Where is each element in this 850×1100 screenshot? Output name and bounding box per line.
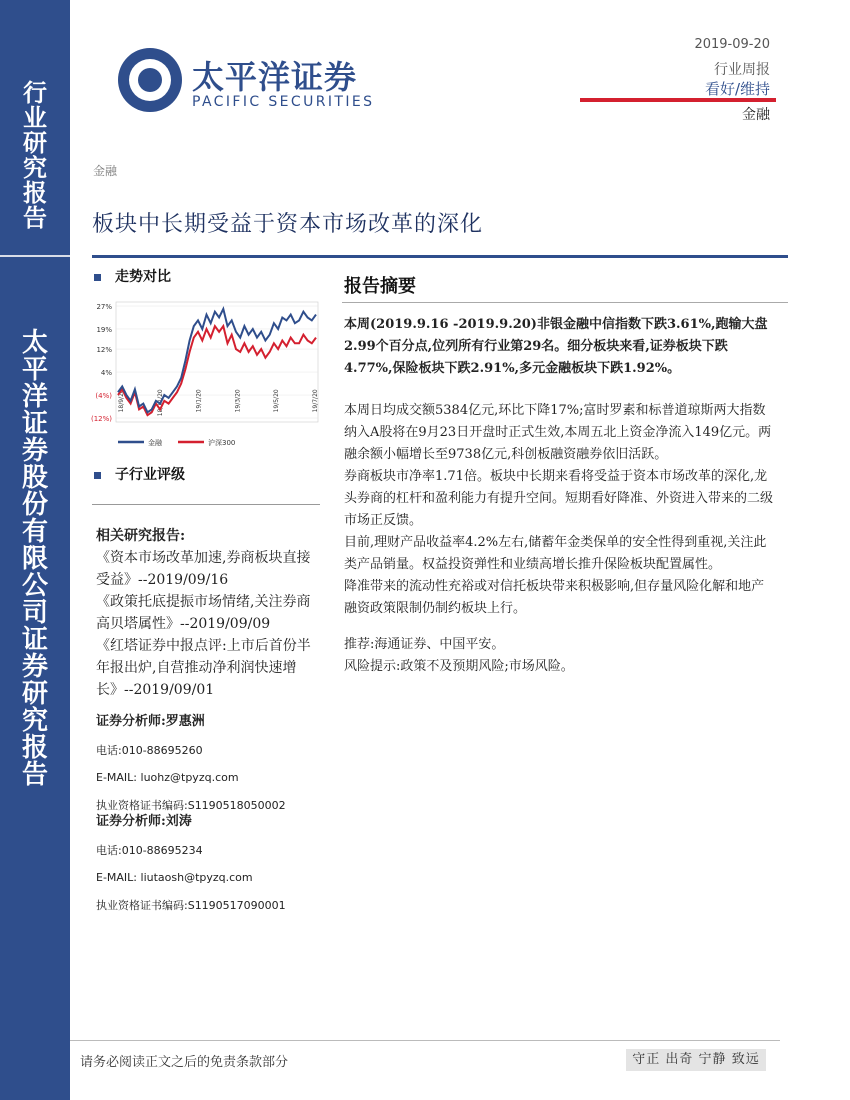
banner-char: 证 <box>21 625 48 655</box>
page-title: 板块中长期受益于资本市场改革的深化 <box>92 212 484 237</box>
sector-label: 金融 <box>93 164 118 178</box>
banner-char: 告 <box>23 203 47 232</box>
sub-industry-rule <box>92 504 320 505</box>
analyst-license: 执业资格证书编码:S1190517090001 <box>96 899 286 912</box>
banner-text-report-type <box>0 80 70 230</box>
banner-char: 太 <box>21 328 48 358</box>
chart-series <box>118 309 316 415</box>
banner-char: 券 <box>21 436 48 466</box>
related-reports-heading: 相关研究报告: <box>96 528 186 544</box>
banner-char: 研 <box>21 679 48 709</box>
analyst-email[interactable]: E-MAIL: liutaosh@tpyzq.com <box>96 871 253 884</box>
banner-char: 洋 <box>21 382 48 412</box>
related-report-item[interactable]: 《政策托底提振市场情绪,关注券商高贝塔属性》--2019/09/09 <box>96 594 311 632</box>
banner-char: 业 <box>23 103 47 132</box>
x-tick-label: 18/11/20 <box>156 389 164 417</box>
disclaimer-note: 请务必阅读正文之后的免责条款部分 <box>80 1055 289 1070</box>
y-tick-label: 19% <box>96 325 112 334</box>
footer-rule <box>70 1040 780 1041</box>
x-tick-label: 19/5/20 <box>273 389 281 413</box>
y-tick-label: 12% <box>96 346 112 355</box>
square-bullet-icon <box>94 274 101 281</box>
legend-label: 沪深300 <box>208 439 236 447</box>
banner-char: 份 <box>21 490 48 520</box>
x-tick-label: 18/9/20 <box>118 389 125 413</box>
banner-char: 行 <box>23 78 47 107</box>
sector: 金融 <box>742 107 770 123</box>
report-date: 2019-09-20 <box>694 37 770 52</box>
x-tick-label: 19/3/20 <box>234 389 242 413</box>
banner-char: 公 <box>21 571 48 601</box>
analyst-name: 证券分析师:罗惠洲 <box>96 714 205 729</box>
summary-paragraph: 本周日均成交额5384亿元,环比下降17%;富时罗素和标普道琼斯两大指数纳入A股将在9月23日开盘时正式生效,本周五北上资金净流入149亿元。两融余额小幅增长至9738亿元,科创板融资融券依旧活跃。 <box>344 403 772 462</box>
legend-label: 金融 <box>148 439 162 447</box>
banner-divider <box>0 255 70 257</box>
banner-char: 股 <box>21 463 48 493</box>
summary-rule <box>342 302 788 303</box>
rating-underline <box>580 98 776 102</box>
related-reports <box>96 525 318 701</box>
banner-char: 报 <box>21 733 48 763</box>
y-tick-label: 27% <box>96 303 112 311</box>
title-rule <box>92 255 788 258</box>
analyst-block <box>96 810 326 913</box>
trend-heading-text: 走势对比 <box>115 269 171 285</box>
summary-body <box>344 314 776 678</box>
banner-char: 有 <box>21 517 48 547</box>
square-bullet-icon <box>94 472 101 479</box>
risk-warning: 风险提示:政策不及预期风险;市场风险。 <box>344 659 574 674</box>
analyst-block <box>96 710 326 813</box>
summary-paragraph: 降准带来的流动性充裕或对信托板块带来积极影响,但存量风险化解和地产融资政策限制仍制约板块上行。 <box>344 579 765 616</box>
analyst-license: 执业资格证书编码:S1190518050002 <box>96 799 286 812</box>
banner-char: 报 <box>23 178 47 207</box>
banner-char: 告 <box>21 760 48 790</box>
trend-section-heading <box>94 266 171 286</box>
banner-char: 究 <box>21 706 48 736</box>
x-tick-label: 19/7/20 <box>312 389 319 413</box>
series-line-finance <box>118 309 316 412</box>
banner-char: 券 <box>21 652 48 682</box>
y-tick-label: (4%) <box>95 392 112 401</box>
analyst-name: 证券分析师:刘涛 <box>96 814 192 829</box>
sub-industry-heading-text: 子行业评级 <box>115 467 185 483</box>
banner-char: 平 <box>21 355 48 385</box>
rating: 看好/维持 <box>704 80 770 98</box>
spacer <box>344 620 776 634</box>
banner-char: 研 <box>23 128 47 157</box>
analyst-phone: 电话:010-88695260 <box>96 744 203 757</box>
summary-highlight: 本周(2019.9.16 -2019.9.20)非银金融中信指数下跌3.61%,跑输大盘2.99个百分点,位列所有行业第29名。细分板块来看,证券板块下跌4.77%,保险板块下跌2.91%,多元金融板块下跌1.92%。 <box>344 317 768 376</box>
summary-paragraph: 券商板块市净率1.71倍。板块中长期来看将受益于资本市场改革的深化,龙头券商的杠杆和盈利能力有提升空间。短期看好降准、外资进入带来的二级市场正反馈。 <box>344 469 774 528</box>
chart-y-axis <box>91 303 112 423</box>
banner-char: 证 <box>21 409 48 439</box>
related-report-item[interactable]: 《红塔证券中报点评:上市后首份半年报出炉,自营推动净利润快速增长》--2019/09/01 <box>96 638 311 698</box>
analyst-phone: 电话:010-88695234 <box>96 844 203 857</box>
analyst-email[interactable]: E-MAIL: luohz@tpyzq.com <box>96 771 239 784</box>
brand-name-en: PACIFIC SECURITIES <box>192 94 375 110</box>
summary-heading: 报告摘要 <box>344 276 416 297</box>
y-tick-label: 4% <box>100 369 112 378</box>
trend-chart <box>88 296 324 456</box>
brand-name-cn: 太平洋证券 <box>192 58 358 96</box>
banner-char: 司 <box>21 598 48 628</box>
banner-char: 究 <box>23 153 47 182</box>
recommendation: 推荐:海通证券、中国平安。 <box>344 637 505 652</box>
report-type: 行业周报 <box>714 62 770 78</box>
y-tick-label: (12%) <box>90 415 112 423</box>
banner-text-company <box>0 330 70 789</box>
chart-legend <box>118 438 235 447</box>
banner-char: 限 <box>21 544 48 574</box>
pacific-securities-logo <box>88 18 208 136</box>
related-report-item[interactable]: 《资本市场改革加速,券商板块直接受益》--2019/09/16 <box>96 550 311 588</box>
sub-industry-heading <box>94 464 185 484</box>
summary-paragraph: 目前,理财产品收益率4.2%左右,储蓄年金类保单的安全性得到重视,关注此类产品销量。权益投资弹性和业绩高增长推升保险板块配置属性。 <box>344 535 767 572</box>
x-tick-label: 19/1/20 <box>195 389 203 413</box>
series-line-csi300 <box>118 326 316 415</box>
company-motto: 守正 出奇 宁静 致远 <box>626 1049 766 1071</box>
